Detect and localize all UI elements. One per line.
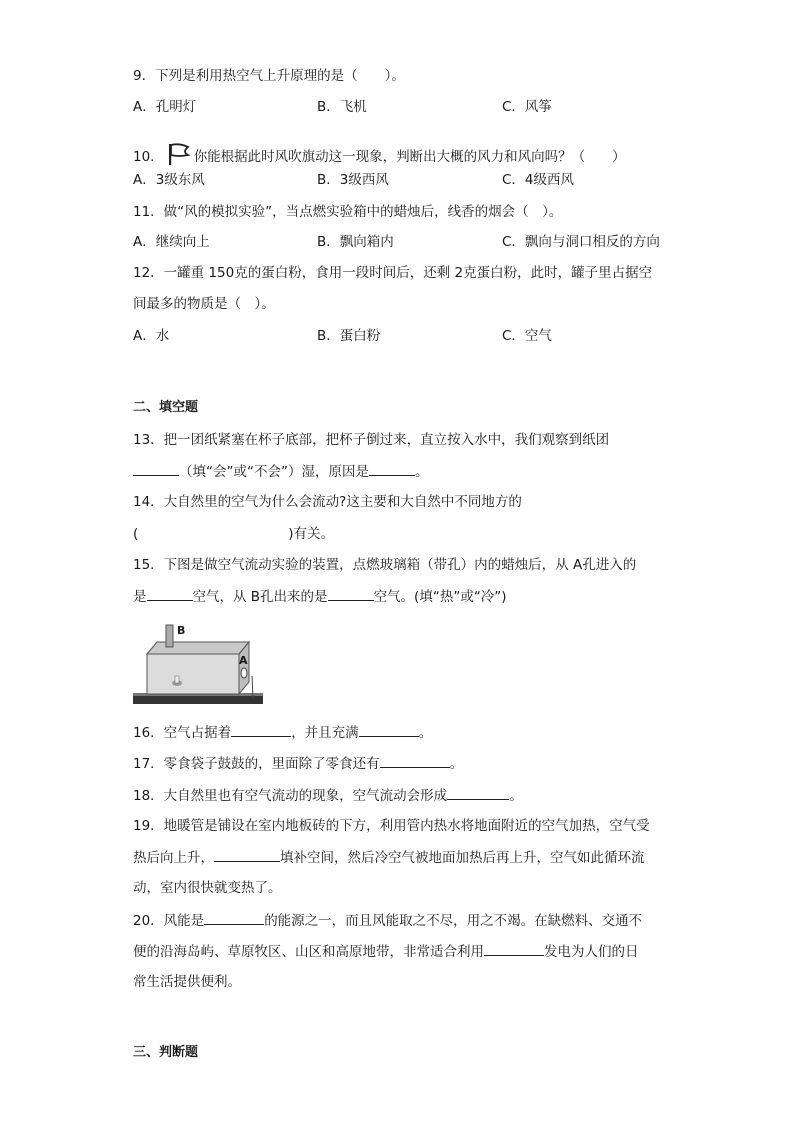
q10-option-a: A．3级东风 <box>133 172 205 188</box>
q18-text-a: 18．大自然里也有空气流动的现象，空气流动会形成 <box>133 788 448 804</box>
q17-stem <box>133 753 463 774</box>
q15-text-b: 空气，从 B孔出来的是 <box>192 589 328 605</box>
q19-blank[interactable] <box>214 847 280 862</box>
q18-stem <box>133 785 523 806</box>
q19-text-a: 热后向上升， <box>133 850 214 866</box>
q13-blank-1[interactable] <box>133 461 179 476</box>
q16-text-c: 。 <box>418 725 433 741</box>
q15-blank-2[interactable] <box>328 586 374 601</box>
q14-stem-line2 <box>133 524 334 544</box>
q17-text-b: 。 <box>449 756 464 772</box>
q20-blank-1[interactable] <box>204 910 264 925</box>
label-a: A <box>239 654 248 667</box>
q10-number: 10． <box>133 149 164 165</box>
q15-blank-1[interactable] <box>147 586 193 601</box>
q13-text-b: 。 <box>414 464 429 480</box>
q10-stem-line <box>133 143 626 171</box>
q13-blank-2[interactable] <box>369 461 415 476</box>
q13-stem-line2 <box>133 461 428 482</box>
q12-option-c: C．空气 <box>502 328 552 344</box>
q19-stem-line2 <box>133 847 645 868</box>
q14-open-paren: ( <box>133 526 139 542</box>
flag-icon <box>166 143 192 171</box>
q12-option-b: B．蛋白粉 <box>317 328 381 344</box>
q9-option-a: A．孔明灯 <box>133 99 197 115</box>
q18-text-b: 。 <box>509 788 523 804</box>
label-b: B <box>177 624 186 637</box>
q12-stem-line2: 间最多的物质是（ ）。 <box>133 296 275 312</box>
q19-text-b: 填补空间，然后冷空气被地面加热后再上升，空气如此循环流 <box>280 850 645 866</box>
q16-text-a: 16．空气占据着 <box>133 725 232 741</box>
q17-text-a: 17．零食袋子鼓鼓的，里面除了零食还有 <box>133 756 380 772</box>
q13-text-a: （填“会”或“不会”）湿，原因是 <box>179 464 369 480</box>
q20-stem-line2 <box>133 941 639 962</box>
q14-close-text: )有关。 <box>288 526 335 542</box>
q20-stem-line3: 常生活提供便利。 <box>133 974 241 990</box>
q15-text-a: 是 <box>133 589 147 605</box>
q20-text-d: 发电为人们的日 <box>544 944 639 960</box>
q11-option-c: C．飘向与洞口相反的方向 <box>502 234 660 250</box>
q11-stem: 11．做“风的模拟实验”，当点燃实验箱中的蜡烛后，线香的烟会（ ）。 <box>133 204 563 220</box>
q16-blank-1[interactable] <box>231 722 291 737</box>
q16-text-b: ，并且充满 <box>291 725 359 741</box>
q10-option-c: C．4级西风 <box>502 172 575 188</box>
q19-stem-line1: 19．地暖管是铺设在室内地板砖的下方，利用管内热水将地面附近的空气加热，空气受 <box>133 818 650 834</box>
q11-option-a: A．继续向上 <box>133 234 210 250</box>
q16-blank-2[interactable] <box>359 722 419 737</box>
q19-stem-line3: 动，室内很快就变热了。 <box>133 880 282 896</box>
q10-option-b: B．3级西风 <box>317 172 389 188</box>
q12-option-a: A．水 <box>133 328 170 344</box>
q10-stem: 你能根据此时风吹旗动这一现象，判断出大概的风力和风向吗？（ ） <box>193 149 626 165</box>
q16-stem <box>133 722 432 743</box>
q15-text-c: 空气。(填“热”或“冷”) <box>373 589 507 605</box>
section-heading-true-false: 三、判断题 <box>133 1045 199 1060</box>
q20-blank-2[interactable] <box>484 941 544 956</box>
q20-stem-line1 <box>133 910 642 931</box>
q14-stem-line1: 14．大自然里的空气为什么会流动?这主要和大自然中不同地方的 <box>133 494 522 510</box>
q17-blank[interactable] <box>380 753 450 768</box>
q13-stem-line1: 13．把一团纸紧塞在杯子底部，把杯子倒过来，直立按入水中，我们观察到纸团 <box>133 432 610 448</box>
q9-option-b: B．飞机 <box>317 99 367 115</box>
air-flow-apparatus-figure <box>133 620 263 704</box>
q20-text-a: 20．风能是 <box>133 913 205 929</box>
q12-stem-line1: 12．一罐重 150克的蛋白粉，食用一段时间后，还剩 2克蛋白粉，此时，罐子里占据空 <box>133 265 653 281</box>
q20-text-c: 便的沿海岛屿、草原牧区、山区和高原地带，非常适合利用 <box>133 944 484 960</box>
q9-option-c: C．风筝 <box>502 99 552 115</box>
q15-stem-line2 <box>133 586 507 607</box>
q15-stem-line1: 15．下图是做空气流动实验的装置，点燃玻璃箱（带孔）内的蜡烛后，从 A孔进入的 <box>133 557 637 573</box>
q9-stem: 9．下列是利用热空气上升原理的是（ ）。 <box>133 68 405 84</box>
q20-text-b: 的能源之一，而且风能取之不尽，用之不竭。在缺燃料、交通不 <box>264 913 643 929</box>
q18-blank[interactable] <box>447 785 509 800</box>
q11-option-b: B．飘向箱内 <box>317 234 394 250</box>
section-heading-fill-blank: 二、填空题 <box>133 400 199 415</box>
